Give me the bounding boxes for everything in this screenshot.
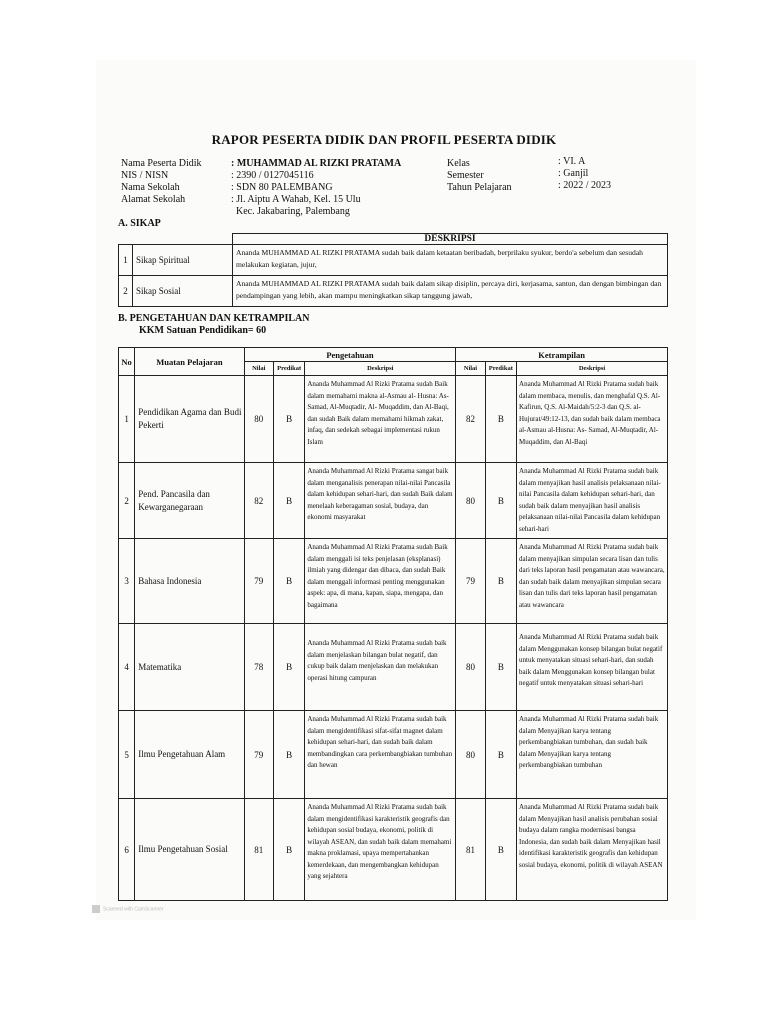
row-s-predicate: B (485, 799, 516, 901)
row-s-description: Ananda Muhammad Al Rizki Pratama sudah baik dalam menyajikan simpulan secara lisan dan tulis dari teks laporan hasil pengamatan atau wawancara, dan sudah baik dalam menyajikan simpulan secara lisan dan tulis dari teks laporan hasil pengamatan atau wawancara (517, 539, 668, 624)
row-s-score: 80 (456, 711, 485, 799)
header-s-score: Nilai (456, 362, 485, 376)
value-class: : VI. A (558, 156, 586, 167)
value-student-name: : MUHAMMAD AL RIZKI PRATAMA (231, 158, 402, 169)
row-s-description: Ananda Muhammad Al Rizki Pratama sudah baik dalam Menggunakan konsep bilangan bulat negatif untuk menyatakan situasi sehari-hari, dan sudah baik dalam Menggunakan konsep bilangan bulat negatif untuk menyatakan situasi sehari-hari (517, 624, 668, 711)
attitude-header-description: DESKRIPSI (233, 234, 668, 245)
section-a-title: A. SIKAP (118, 218, 161, 229)
table-row (119, 799, 668, 901)
row-s-description: Ananda Muhammad Al Rizki Pratama sudah baik dalam Menyajikan karya tentang perkembangbiakan tumbuhan, dan sudah baik dalam Menyajikan karya tentang perkembangbiakan tumbuhan (517, 711, 668, 799)
grades-table (118, 347, 668, 901)
attitude-no: 1 (119, 245, 133, 276)
row-s-score: 82 (456, 376, 485, 463)
row-subject: Matematika (135, 624, 244, 711)
row-no: 5 (119, 711, 135, 799)
row-s-predicate: B (485, 463, 516, 539)
row-k-predicate: B (273, 539, 304, 624)
header-k-predicate: Predikat (273, 362, 304, 376)
label-school-year: Tahun Pelajaran (447, 182, 512, 193)
row-s-description: Ananda Muhammad Al Rizki Pratama sudah baik dalam menyajikan hasil analisis pelaksanaan nilai-nilai Pancasila dalam kehidupan sehari-hari, dan sudah baik dalam menyajikan hasil analisis pelaksanaan nilai-nilai Pancasila dalam kehidupan sehari-hari (517, 463, 668, 539)
table-row (119, 624, 668, 711)
row-k-score: 81 (244, 799, 273, 901)
value-nis: : 2390 / 0127045116 (231, 170, 314, 181)
row-k-predicate: B (273, 624, 304, 711)
attitude-no: 2 (119, 276, 133, 307)
row-subject: Ilmu Pengetahuan Sosial (135, 799, 244, 901)
row-s-predicate: B (485, 539, 516, 624)
kkm-label: KKM Satuan Pendidikan= 60 (139, 325, 267, 336)
row-k-predicate: B (273, 711, 304, 799)
header-no: No (119, 348, 135, 376)
label-school-name: Nama Sekolah (121, 182, 180, 193)
row-k-score: 80 (244, 376, 273, 463)
header-subject: Muatan Pelajaran (135, 348, 244, 376)
header-k-description: Deskripsi (305, 362, 456, 376)
attitude-aspect: Sikap Sosial (133, 276, 233, 307)
row-no: 4 (119, 624, 135, 711)
header-skill: Ketrampilan (456, 348, 668, 362)
row-s-score: 79 (456, 539, 485, 624)
row-s-description: Ananda Muhammad Al Rizki Pratama sudah baik dalam Menyajikan hasil analisis perubahan sosial budaya dalam rangka modernisasi bangsa Indonesia, dan sudah baik dalam Menyajikan hasil identifikasi karakteristik geografis dan kehidupan sosial budaya, ekonomi, politik di wilayah ASEAN (517, 799, 668, 901)
header-s-predicate: Predikat (485, 362, 516, 376)
label-semester: Semester (447, 170, 484, 181)
value-school-address: : Jl. Aiptu A Wahab, Kel. 15 Ulu (231, 194, 361, 205)
row-no: 1 (119, 376, 135, 463)
label-nis: NIS / NISN (121, 170, 169, 181)
row-subject: Pendidikan Agama dan Budi Pekerti (135, 376, 244, 463)
attitude-description: Ananda MUHAMMAD AL RIZKI PRATAMA sudah baik dalam sikap disiplin, percaya diri, kerjasama, santun, dan dengan bimbingan dan pendampingan yang lebih, akan mampu meningkatkan sikap tanggung jawab, (233, 276, 668, 307)
row-s-score: 80 (456, 463, 485, 539)
row-subject: Ilmu Pengetahuan Alam (135, 711, 244, 799)
row-k-predicate: B (273, 376, 304, 463)
table-row (119, 539, 668, 624)
row-s-score: 81 (456, 799, 485, 901)
row-s-predicate: B (485, 376, 516, 463)
row-s-description: Ananda Muhammad Al Rizki Pratama sudah baik dalam membaca, menulis, dan menghafal Q.S. Al-Kafirun, Q.S. Al-Maidah/5:2-3 dan Q.S. al- Hujurat/49:12-13, dan sudah baik dalam membaca al-Asmau al-Husna: As- Samad, Al-Muqtadir, Al-Muqaddim, dan Al-Baqi (517, 376, 668, 463)
row-s-predicate: B (485, 624, 516, 711)
header-knowledge: Pengetahuan (244, 348, 456, 362)
row-k-description: Ananda Muhammad Al Rizki Pratama sudah baik dalam mengidentifikasi sifat-sifat magnet dalam kehidupan sehari-hari, dan sudah baik dalam membandingkan cara perkembangbiakan tumbuhan dan hewan (305, 711, 456, 799)
row-k-score: 78 (244, 624, 273, 711)
row-subject: Bahasa Indonesia (135, 539, 244, 624)
row-no: 3 (119, 539, 135, 624)
label-school-address: Alamat Sekolah (121, 194, 186, 205)
row-s-score: 80 (456, 624, 485, 711)
table-row (119, 711, 668, 799)
header-s-description: Deskripsi (517, 362, 668, 376)
value-school-year: : 2022 / 2023 (558, 180, 612, 191)
value-semester: : Ganjil (558, 168, 589, 179)
row-k-description: Ananda Muhammad Al Rizki Pratama sudah Baik dalam menggali isi teks penjelasan (eksplanasi) ilmiah yang didengar dan dibaca, dan sudah Baik dalam menggali informasi penting menggunakan aspek: apa, di mana, kapan, siapa, mengapa, dan bagaimana (305, 539, 456, 624)
attitude-header-blank (119, 234, 233, 245)
page-title: RAPOR PESERTA DIDIK DAN PROFIL PESERTA DIDIK (211, 132, 557, 147)
row-k-score: 82 (244, 463, 273, 539)
row-s-predicate: B (485, 711, 516, 799)
value-school-name: : SDN 80 PALEMBANG (231, 182, 333, 193)
attitude-description: Ananda MUHAMMAD AL RIZKI PRATAMA sudah baik dalam ketaatan beribadah, berprilaku syukur, berdo'a sebelum dan sesudah melakukan kegiatan, jujur, (233, 245, 668, 276)
row-k-predicate: B (273, 799, 304, 901)
attitude-aspect: Sikap Spiritual (133, 245, 233, 276)
row-k-description: Ananda Muhammad Al Rizki Pratama sangat baik dalam menganalisis penerapan nilai-nilai Pancasila dalam kehidupan sehari-hari, dan sudah Baik dalam menelaah keberagaman sosial, budaya, dan ekonomi masyarakat (305, 463, 456, 539)
row-k-predicate: B (273, 463, 304, 539)
row-k-description: Ananda Muhammad Al Rizki Pratama sudah baik dalam menjelaskan bilangan bulat negatif, dan cukup baik dalam menjelaskan dan melakukan operasi hitung campuran (305, 624, 456, 711)
scanner-watermark (92, 905, 164, 913)
label-class: Kelas (447, 158, 470, 169)
label-student-name: Nama Peserta Didik (121, 158, 202, 169)
row-no: 6 (119, 799, 135, 901)
row-k-score: 79 (244, 711, 273, 799)
row-k-description: Ananda Muhammad Al Rizki Pratama sudah Baik dalam memahami makna al-Asmau al- Husna: As-Samad, Al-Muqtadir, Al- Muqaddim, dan Al-Baqi, dan sudah Baik dalam memahami hikmah zakat, infaq, dan sedekah sebagai implementasi rukun Islam (305, 376, 456, 463)
camscanner-logo-icon (92, 905, 100, 913)
table-row (119, 376, 668, 463)
row-k-score: 79 (244, 539, 273, 624)
watermark-text: Scanned with CamScanner (103, 906, 164, 913)
header-k-score: Nilai (244, 362, 273, 376)
row-k-description: Ananda Muhammad Al Rizki Pratama sudah baik dalam mengidentifikasi karakteristik geografis dan kehidupan sosial budaya, ekonomi, politik di wilayah ASEAN, dan sudah baik dalam memahami makna proklamasi, upaya mempertahankan kemerdekaan, dan mengembangkan kehidupan yang sejahtera (305, 799, 456, 901)
row-subject: Pend. Pancasila dan Kewarganegaraan (135, 463, 244, 539)
table-row (119, 276, 668, 307)
row-no: 2 (119, 463, 135, 539)
value-school-address-2: Kec. Jakabaring, Palembang (236, 206, 350, 217)
attitude-table (118, 233, 668, 307)
table-row (119, 463, 668, 539)
table-row (119, 245, 668, 276)
section-b-title: B. PENGETAHUAN DAN KETRAMPILAN (118, 313, 310, 324)
